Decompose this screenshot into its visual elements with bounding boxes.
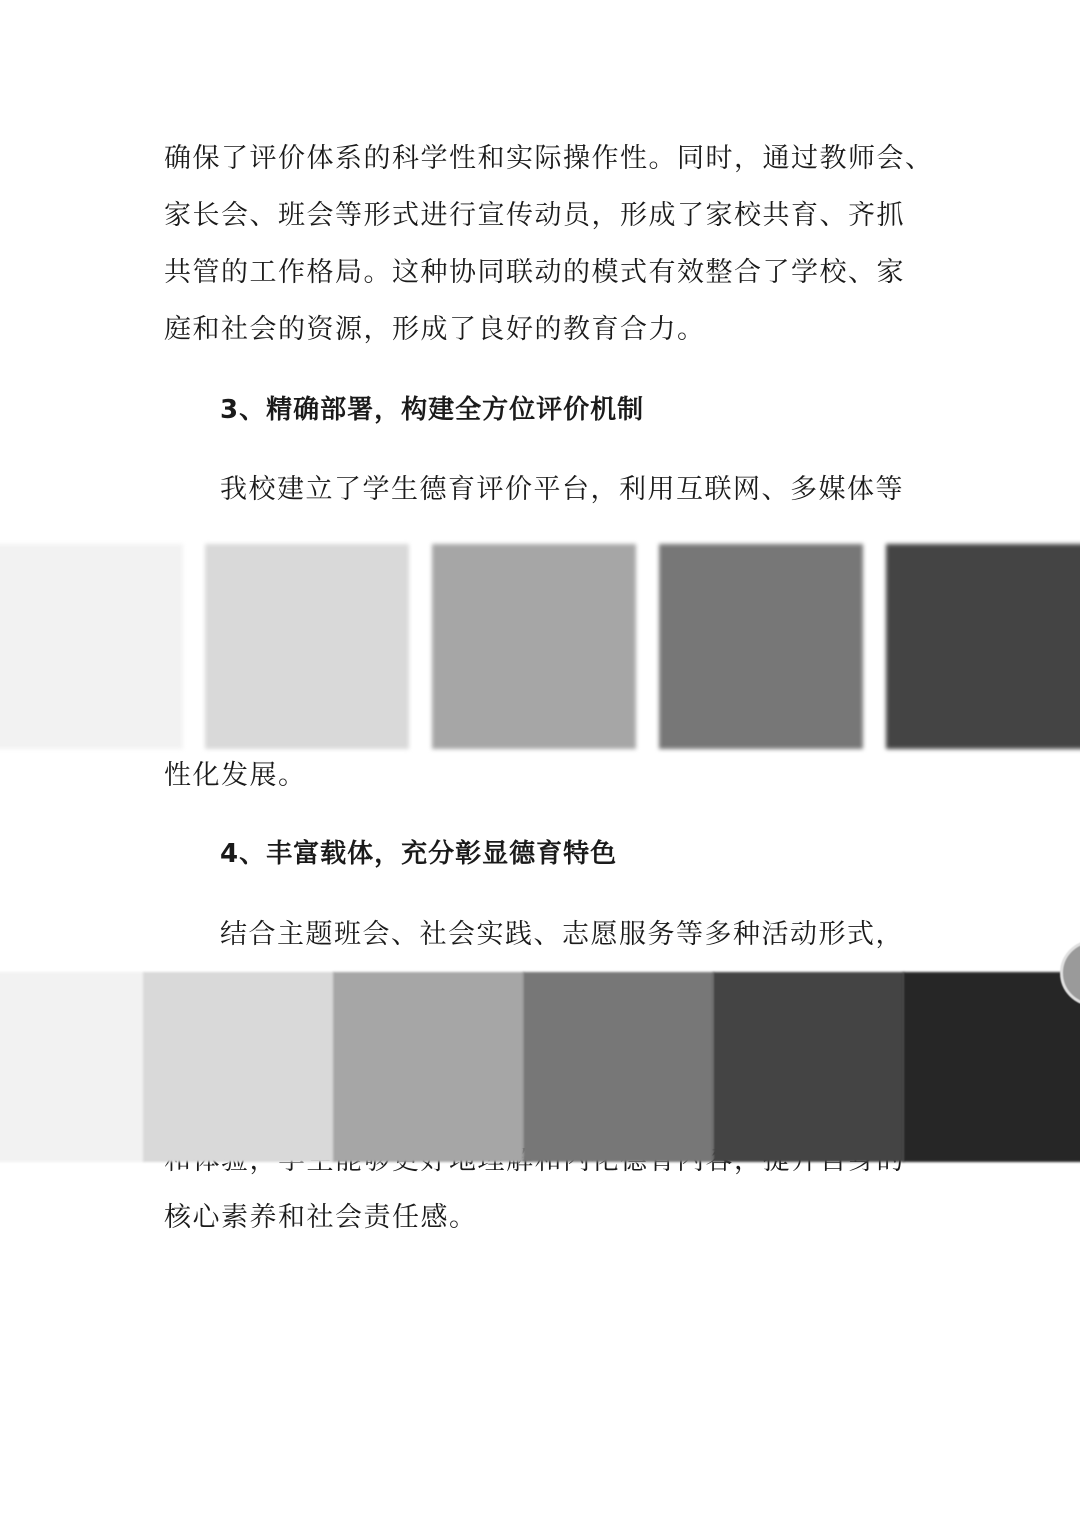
grey-swatch bbox=[143, 972, 334, 1162]
grey-swatch bbox=[0, 544, 183, 749]
grey-swatch bbox=[886, 544, 1080, 749]
text-line: 核心素养和社会责任感。 bbox=[164, 1202, 478, 1233]
text-line: 我校建立了学生德育评价平台，利用互联网、多媒体等 bbox=[220, 474, 904, 505]
grey-swatch bbox=[333, 972, 524, 1162]
section-heading-3: 3、精确部署，构建全方位评价机制 bbox=[220, 395, 645, 425]
grey-swatch bbox=[523, 972, 714, 1162]
section-heading-4: 4、丰富载体，充分彰显德育特色 bbox=[220, 839, 618, 869]
text-line: 家长会、班会等形式进行宣传动员，形成了家校共育、齐抓 bbox=[164, 200, 905, 231]
grey-swatch bbox=[903, 972, 1080, 1162]
grey-swatch bbox=[659, 544, 863, 749]
text-line: 确保了评价体系的科学性和实际操作性。同时，通过教师会、 bbox=[164, 143, 934, 174]
text-line: 结合主题班会、社会实践、志愿服务等多种活动形式， bbox=[220, 919, 904, 950]
text-line: 庭和社会的资源，形成了良好的教育合力。 bbox=[164, 314, 706, 345]
grey-swatch bbox=[0, 972, 144, 1162]
text-line: 共管的工作格局。这种协同联动的模式有效整合了学校、家 bbox=[164, 257, 905, 288]
text-line-partial: 性化发展。 bbox=[164, 760, 307, 791]
grey-swatch bbox=[432, 544, 636, 749]
grey-swatch bbox=[713, 972, 904, 1162]
grey-swatch bbox=[205, 544, 409, 749]
